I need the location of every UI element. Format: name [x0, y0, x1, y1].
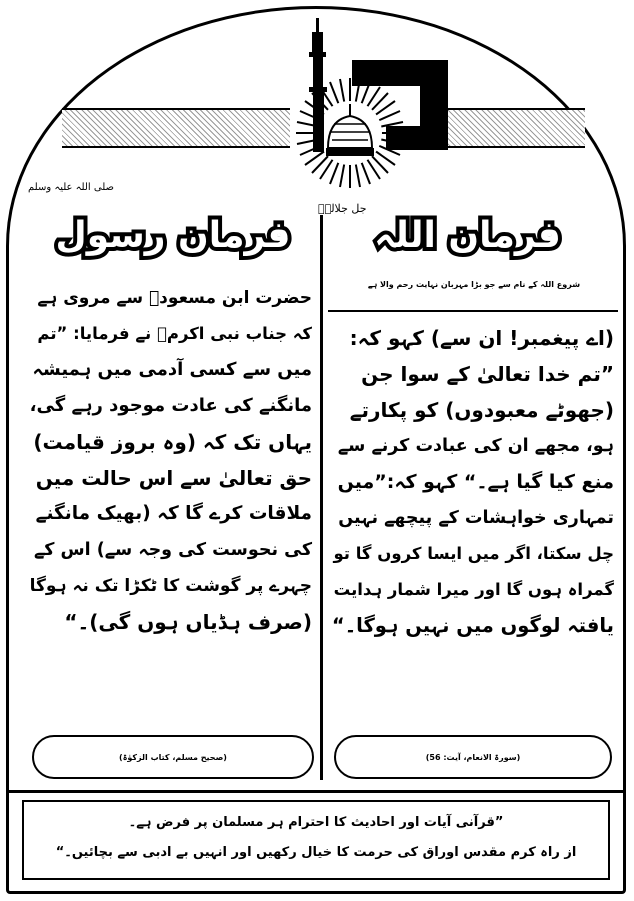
hatched-band-left [62, 108, 290, 148]
quran-line: (اے پیغمبر! ان سے) کہو کہ: [349, 326, 614, 350]
notice-rule [9, 790, 623, 793]
hatched-band-right [445, 108, 585, 148]
quran-line: یافتہ لوگوں میں نہیں ہوگا۔“ [331, 614, 614, 637]
quran-line: منع کیا گیا ہے۔“ کہو کہ:”میں [337, 471, 614, 493]
hadith-reference: (صحیح مسلم، کتاب الزکوٰۃ) [32, 735, 314, 779]
hadith-line: ملاقات کرے گا کہ (بھیک مانگنے [35, 503, 312, 524]
quran-line: گمراہ ہوں گا اور میرا شمار ہدایت [333, 580, 614, 599]
farman-allah-heading [325, 200, 610, 270]
hadith-text [30, 280, 312, 640]
hadith-line: میں سے کسی آدمی میں ہمیشہ [32, 359, 312, 380]
quran-line: تمہاری خواہشات کے پیچھے نہیں [338, 508, 614, 528]
hadith-line: مانگنے کی عادت موجود رہے گی، [29, 395, 312, 416]
mosque-emblem [270, 8, 450, 218]
hadith-line: (صرف ہڈیاں ہوں گی)۔“ [64, 610, 312, 634]
quran-line: ”تم خدا تعالیٰ کے سوا جن [361, 362, 614, 386]
notice-line-2: از راہ کرم مقدس اوراق کی حرمت کا خیال رکھیں اور انہیں بے ادبی سے بچائیں۔“ [55, 845, 577, 860]
bismillah-line: شروع اللہ کے نام سے جو بڑا مہربان نہایت رحم والا ہے [367, 280, 581, 289]
farman-rasool-text: فرمان رسول [55, 214, 291, 256]
hadith-line: حضرت ابن مسعودؓ سے مروی ہے [37, 288, 312, 308]
quran-reference: (سورۃ الانعام، آیت: 56) [334, 735, 612, 779]
quran-line: ہو، مجھے ان کی عبادت کرنے سے [337, 436, 614, 456]
salawat-calligraphy: صلی اللہ علیہ وسلم [28, 182, 114, 193]
hadith-line: حق تعالیٰ سے اس حالت میں [35, 466, 312, 490]
farman-allah-text: فرمان اللہ [374, 214, 561, 256]
hadith-line: یہاں تک کہ (وہ بروز قیامت) [33, 430, 312, 454]
hadith-line: چہرے پر گوشت کا ٹکڑا تک نہ ہوگا [29, 576, 312, 596]
quran-text [332, 320, 614, 644]
column-divider [320, 215, 323, 780]
jalla-jalaluhu-calligraphy: جل جلالہٗ [318, 202, 367, 215]
bismillah-rule [328, 310, 618, 312]
hadith-line: کی نحوست کی وجہ سے) اس کے [34, 540, 312, 560]
emblem-block-bottom [386, 126, 448, 150]
farman-rasool-heading [28, 200, 318, 270]
quran-line: (جھوٹے معبودوں) کو پکارتے [349, 398, 614, 422]
respect-notice [22, 800, 610, 880]
notice-line-1: ”قرآنی آیات اور احادیث کا احترام ہر مسلمان پر فرض ہے۔ [128, 815, 504, 830]
quran-line: چل سکتا، اگر میں ایسا کروں گا تو [333, 544, 614, 563]
hadith-line: کہ جناب نبی اکرمؐ نے فرمایا: ”تم [37, 324, 312, 343]
emblem-block-side [420, 60, 448, 130]
